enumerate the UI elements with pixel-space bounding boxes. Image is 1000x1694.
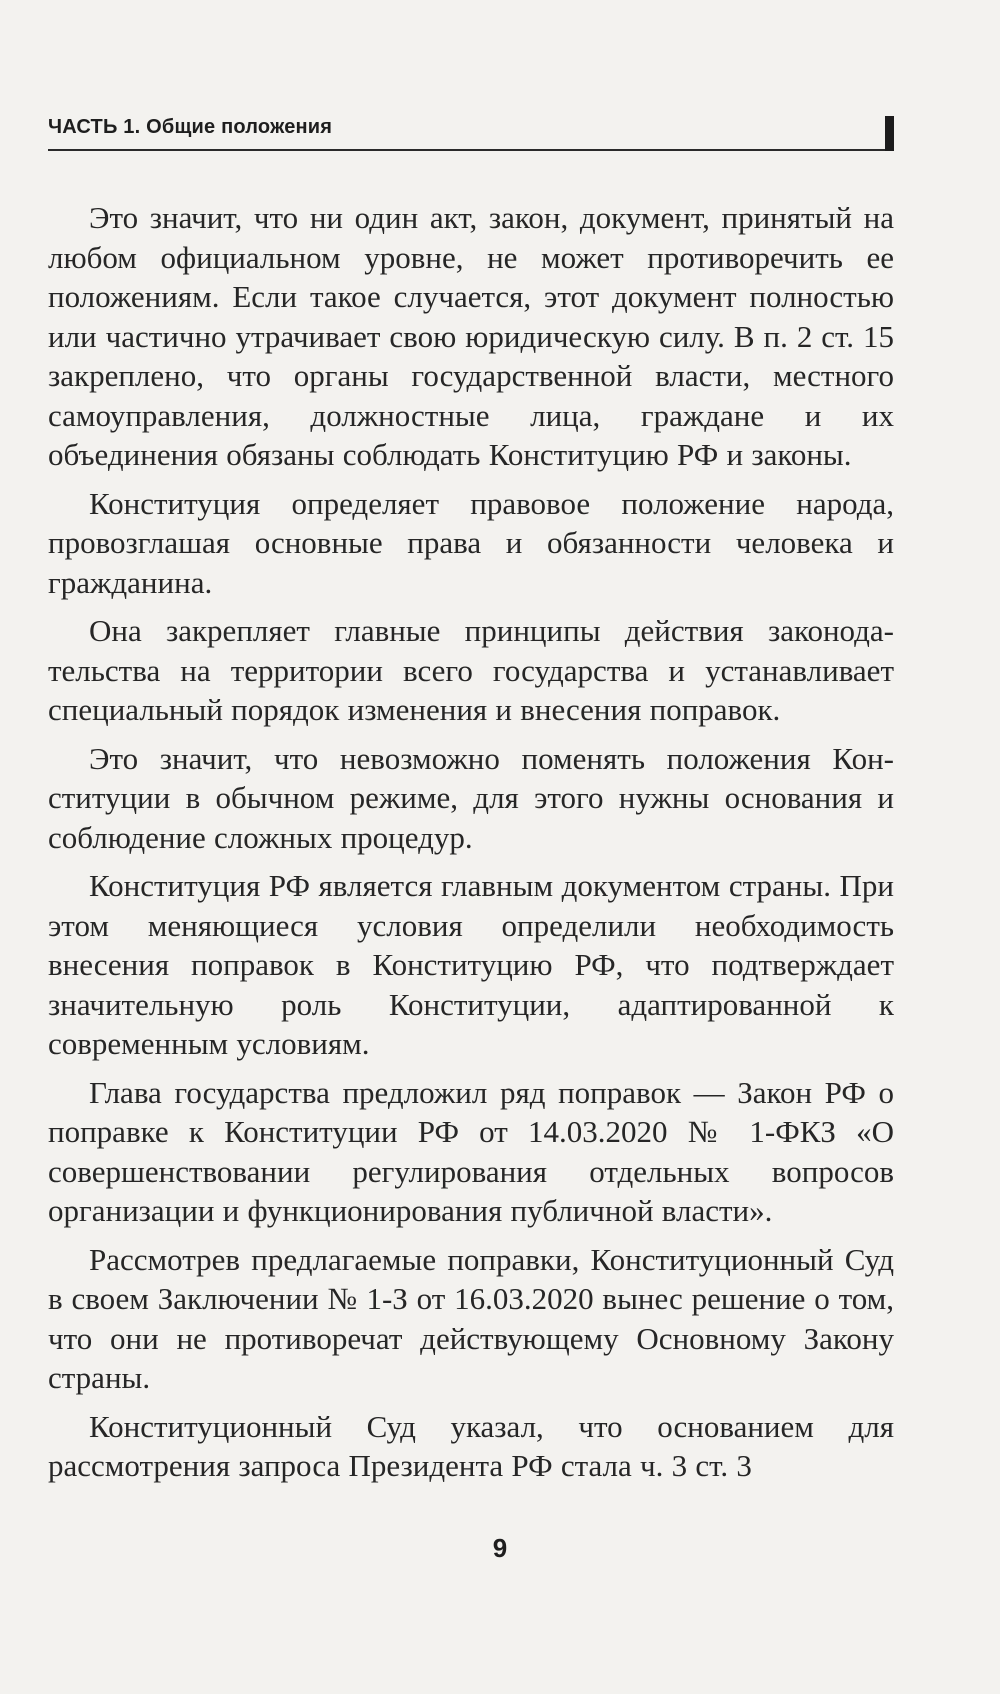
header-thumb-mark [885,116,894,151]
paragraph-6: Глава государства предложил ряд поправок — Закон РФ о поправке к Конституции РФ от 14.03.2020 № 1-ФКЗ «О совершенствовании регулирования отдельных вопросов организации и функционирования публичной власти». [48,1074,894,1228]
paragraph-8: Конституционный Суд указал, что основанием для рассмотрения запроса Президента РФ стала ч. 3 ст. 3 [48,1408,894,1483]
paragraph-2: Конституция определяет правовое положение народа, провозглашая основные права и обязанности человека и гражданина. [48,485,894,600]
page-header [48,116,894,156]
paragraph-7: Рассмотрев предлагаемые поправки, Конституционный Суд в своем Заключении № 1-З от 16.03.2020 вынес решение о том, что они не противоречат действующему Основному Закону страны. [48,1241,894,1395]
paragraph-1: Это значит, что ни один акт, закон, документ, принятый на любом официальном уровне, не может противоречить ее положениям. Если такое случается, этот документ полностью или частично утрачивает свою юридическую силу. В п. 2 ст. 15 закреплено, что органы государственной власти, местного самоуправления, должностные лица, граждане и их объединения обязаны соблюдать Конституцию РФ и законы. [48,200,894,472]
paragraph-5: Конституция РФ является главным документом страны. При этом меняющиеся условия определили необходимость внесения поправок в Конституцию РФ, что подтверждает значительную роль Конституции, адаптированной к современным условиям. [48,868,894,1061]
paragraph-4: Это значит, что невозможно поменять положения Конституции в обычном режиме, для этого нужны основания и соблюдение сложных процедур. [48,740,894,855]
header-rule [48,149,891,151]
body-text [48,198,894,1495]
page-number: 9 [492,1533,508,1563]
running-head: ЧАСТЬ 1. Общие положения [48,116,333,138]
paragraph-3: Она закрепляет главные принципы действия законодательства на территории всего государства и устанавливает специальный порядок изменения и внесения поправок. [48,613,894,727]
